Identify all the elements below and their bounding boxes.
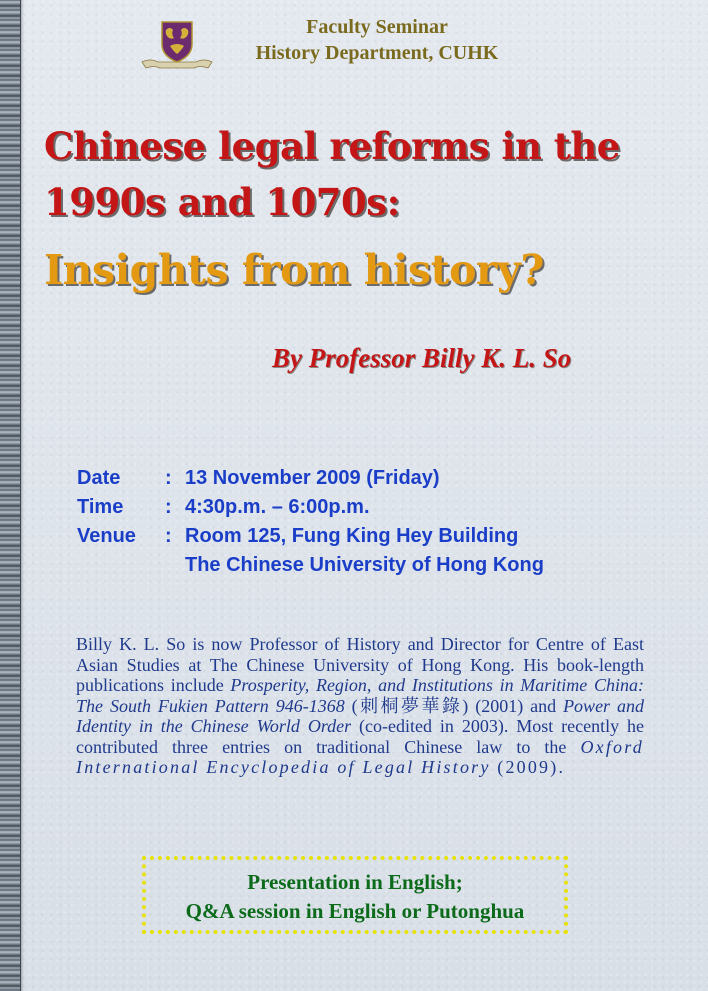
date-label: Date (77, 467, 121, 489)
seminar-title (44, 118, 684, 230)
language-line-1: Presentation in English; (247, 870, 463, 894)
spiral-binding (0, 0, 21, 991)
bio-book-2: Power and Identity in the Chinese World Order (76, 695, 644, 736)
venue-value-line-2: The Chinese University of Hong Kong (185, 554, 544, 576)
date-value: 13 November 2009 (Friday) (185, 467, 440, 489)
binding-shadow (20, 0, 24, 991)
bio-text-2: (刺桐夢華錄) (2001) and (344, 695, 564, 716)
bio-book-3: Oxford International Encyclopedia of Legal History (76, 736, 644, 777)
event-details (77, 464, 677, 580)
seminar-subtitle: Insights from history? (44, 246, 544, 294)
title-line-2: 1990s and 1070s: (44, 180, 400, 224)
bio-text-1: Billy K. L. So is now Professor of History and Director for Centre of East Asian Studies at The Chinese University of Hong Kong. His book-length publications include (76, 634, 644, 695)
title-line-1: Chinese legal reforms in the (44, 124, 620, 168)
seminar-header (222, 14, 532, 66)
time-label: Time (77, 496, 124, 518)
bio-text-3: (co-edited in 2003). Most recently he contributed three entries on traditional Chinese law to the (76, 716, 644, 757)
time-value: 4:30p.m. – 6:00p.m. (185, 496, 370, 518)
venue-label: Venue (77, 525, 136, 547)
language-notice (142, 868, 568, 926)
venue-row (77, 522, 677, 551)
speaker-name: By Professor Billy K. L. So (272, 343, 572, 373)
time-separator: : (165, 496, 172, 518)
venue-value: Room 125, Fung King Hey Building (185, 525, 519, 547)
venue-separator: : (165, 525, 172, 547)
header-line-1: Faculty Seminar (306, 16, 448, 38)
time-row (77, 493, 677, 522)
bio-book-1: Prosperity, Region, and Institutions in Maritime China: The South Fukien Pattern 946-1368 (76, 675, 644, 716)
speaker-bio (76, 634, 644, 778)
cuhk-crest-icon (140, 18, 214, 72)
date-row (77, 464, 677, 493)
header-line-2: History Department, CUHK (255, 42, 499, 64)
bio-text-4: (2009). (490, 757, 566, 777)
date-separator: : (165, 467, 172, 489)
language-line-2: Q&A session in English or Putonghua (185, 899, 525, 923)
